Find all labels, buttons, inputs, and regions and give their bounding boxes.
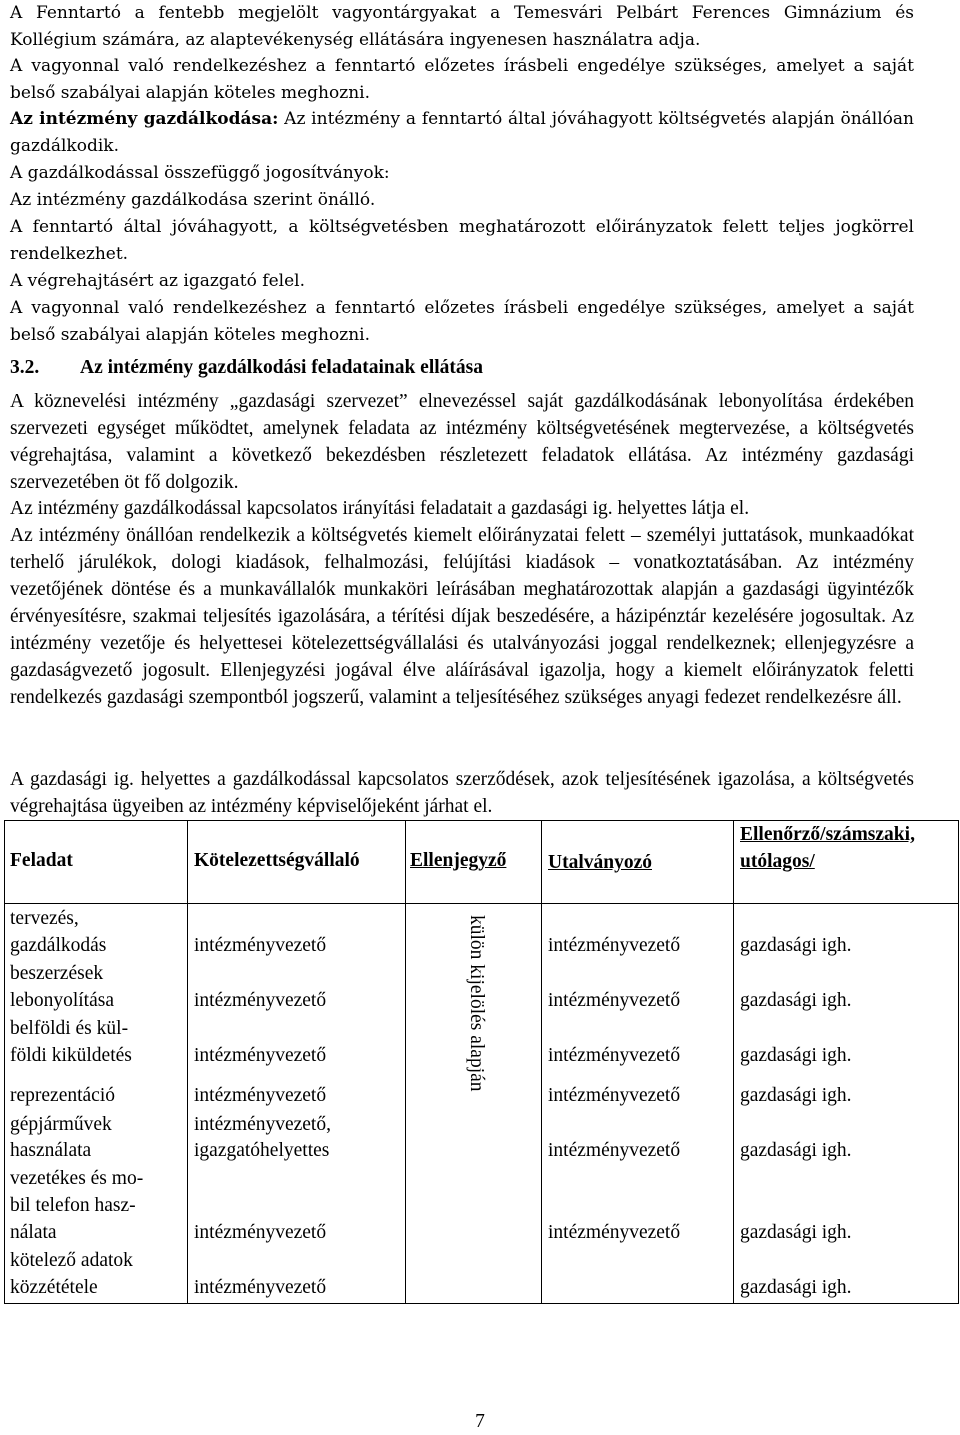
table-col-divider-4	[733, 820, 734, 1304]
section-paragraph-3: Az intézmény önállóan rendelkezik a költségvetés kiemelt előirányzatai felett – személyi juttatások, munkaadókat terhelő járulékok, dologi kiadások, felhalmozási, felújítási kiadások – vonatkoztatásában. Az intézmény vezetőjének döntése és a munkavállalók munkaköri leírásában meghatározottak alapján a gazdasági ügyintézők érvényesítésre, szakmai teljesítés igazolására, a térítési díjak beszedésére, a házipénztár kezelésére jogosultak. Az intézmény vezetője és helyettesei kötelezettségvállalási és utalványozási joggal rendelkeznek; ellenjegyzésre a gazdaságvezető jogosult. Ellenjegyzési jogával élve aláírásával igazolja, hogy a kiemelt előirányzatok feletti rendelkezés gazdasági szempontból jogszerű, valamint a teljesítéséhez szükséges anyagi fedezet rendelkezésre áll.	[10, 525, 914, 708]
row-6-task-line-2: bil telefon hasz-	[10, 1195, 136, 1216]
row-3-authorizer: intézményvezető	[548, 1045, 681, 1066]
row-5-authorizer: intézményvezető	[548, 1140, 681, 1161]
section-heading	[10, 354, 914, 381]
row-4-authorizer: intézményvezető	[548, 1085, 681, 1106]
row-5-task-line-2: használata	[10, 1140, 92, 1161]
row-2-obligor: intézményvezető	[194, 990, 327, 1011]
header-feladat: Feladat	[10, 850, 73, 871]
intro-paragraph-6: A fenntartó által jóváhagyott, a költségvetésben meghatározott előirányzatok felett teljes jogkörrel rendelkezhet.	[10, 217, 914, 264]
section-paragraph-4: A gazdasági ig. helyettes a gazdálkodással kapcsolatos szerződések, azok teljesítésének igazolása, a költségvetés végrehajtása ügyeiben az intézmény képviselőjeként járhat el.	[10, 769, 914, 817]
row-3-task-line-2: földi kiküldetés	[10, 1045, 132, 1066]
row-1-task-line-1: tervezés,	[10, 908, 79, 929]
section-number: 3.2.	[10, 357, 40, 378]
row-3-task-line-1: belföldi és kül-	[10, 1018, 129, 1039]
row-3-obligor: intézményvezető	[194, 1045, 327, 1066]
intro-paragraph-3-label: Az intézmény gazdálkodása:	[10, 109, 279, 129]
row-6-authorizer: intézményvezető	[548, 1222, 681, 1243]
row-7-obligor: intézményvezető	[194, 1277, 327, 1298]
table-col-divider-2	[405, 820, 406, 1304]
row-1-obligor: intézményvezető	[194, 935, 327, 956]
ellenjegyzo-vertical-note	[456, 915, 496, 1155]
intro-paragraph-1: A Fenntartó a fentebb megjelölt vagyontárgyakat a Temesvári Pelbárt Ferences Gimnázium és Kollégium számára, az alaptevékenység ellátására ingyenesen használatra adja.	[10, 3, 914, 50]
intro-paragraph-5: Az intézmény gazdálkodása szerint önálló.	[10, 190, 376, 210]
table-col-divider-3	[541, 820, 542, 1304]
row-4-obligor: intézményvezető	[194, 1085, 327, 1106]
row-1-checker: gazdasági igh.	[740, 935, 852, 956]
header-utalvanyozo: Utalványozó	[548, 852, 652, 873]
intro-paragraph-3-text: Az intézmény a fenntartó által jóváhagyott költségvetés alapján önállóan gazdálkodik.	[10, 109, 914, 156]
row-6-checker: gazdasági igh.	[740, 1222, 852, 1243]
row-6-obligor: intézményvezető	[194, 1222, 327, 1243]
intro-paragraph-2: A vagyonnal való rendelkezéshez a fenntartó előzetes írásbeli engedélye szükséges, amelyet a saját belső szabályai alapján köteles meghozni.	[10, 56, 914, 103]
row-5-task-line-1: gépjárművek	[10, 1114, 112, 1135]
header-ellenorzo-line-1: Ellenőrző/számszaki,	[740, 824, 915, 845]
row-7-task-line-1: kötelező adatok	[10, 1250, 133, 1271]
table-border-right	[958, 820, 959, 1304]
header-kotelezettsegvallalo: Kötelezettségvállaló	[194, 850, 360, 871]
row-6-task-line-3: nálata	[10, 1222, 57, 1243]
row-7-task-line-2: közzététele	[10, 1277, 98, 1298]
row-1-authorizer: intézményvezető	[548, 935, 681, 956]
row-2-task-line-2: lebonyolítása	[10, 990, 114, 1011]
row-3-checker: gazdasági igh.	[740, 1045, 852, 1066]
intro-paragraph-8: A vagyonnal való rendelkezéshez a fenntartó előzetes írásbeli engedélye szükséges, amelyet a saját belső szabályai alapján köteles meghozni.	[10, 298, 914, 345]
row-4-checker: gazdasági igh.	[740, 1085, 852, 1106]
section-title: Az intézmény gazdálkodási feladatainak ellátása	[80, 357, 483, 378]
row-7-checker: gazdasági igh.	[740, 1277, 852, 1298]
row-5-obligor-line-1: intézményvezető,	[194, 1114, 331, 1135]
table-col-divider-1	[187, 820, 188, 1304]
section-paragraph-1: A köznevelési intézmény „gazdasági szervezet” elnevezéssel saját gazdálkodásának lebonyolítása érdekében szervezeti egységet működtet, amelynek feladata az intézmény költségvetésének megtervezése, a költségvetés végrehajtása, valamint a következő bekezdésben részletezett feladatok ellátása. Az intézmény gazdasági szervezetében öt fő dolgozik.	[10, 391, 914, 493]
table-header-divider	[4, 903, 959, 904]
intro-paragraph-3	[10, 106, 914, 159]
section-paragraph-2: Az intézmény gazdálkodással kapcsolatos irányítási feladatait a gazdasági ig. helyettes látja el.	[10, 498, 750, 519]
row-1-task-line-2: gazdálkodás	[10, 935, 107, 956]
intro-paragraph-4: A gazdálkodással összefüggő jogosítványok:	[10, 163, 390, 183]
row-4-task-line-1: reprezentáció	[10, 1085, 116, 1106]
intro-paragraph-7: A végrehajtásért az igazgató felel.	[10, 271, 305, 291]
row-2-checker: gazdasági igh.	[740, 990, 852, 1011]
table-border-bottom	[4, 1303, 959, 1304]
page-number: 7	[475, 1411, 485, 1432]
header-ellenjegyzo: Ellenjegyző	[410, 850, 507, 871]
ellenjegyzo-vertical-note-text: külön kijelölés alapján	[466, 915, 487, 1092]
table-border-left	[4, 820, 5, 1304]
row-2-authorizer: intézményvezető	[548, 990, 681, 1011]
row-5-checker: gazdasági igh.	[740, 1140, 852, 1161]
header-ellenorzo-line-2: utólagos/	[740, 851, 815, 872]
row-6-task-line-1: vezetékes és mo-	[10, 1168, 144, 1189]
responsibility-table	[4, 820, 959, 1304]
row-5-obligor-line-2: igazgatóhelyettes	[194, 1140, 330, 1161]
row-2-task-line-1: beszerzések	[10, 963, 104, 984]
